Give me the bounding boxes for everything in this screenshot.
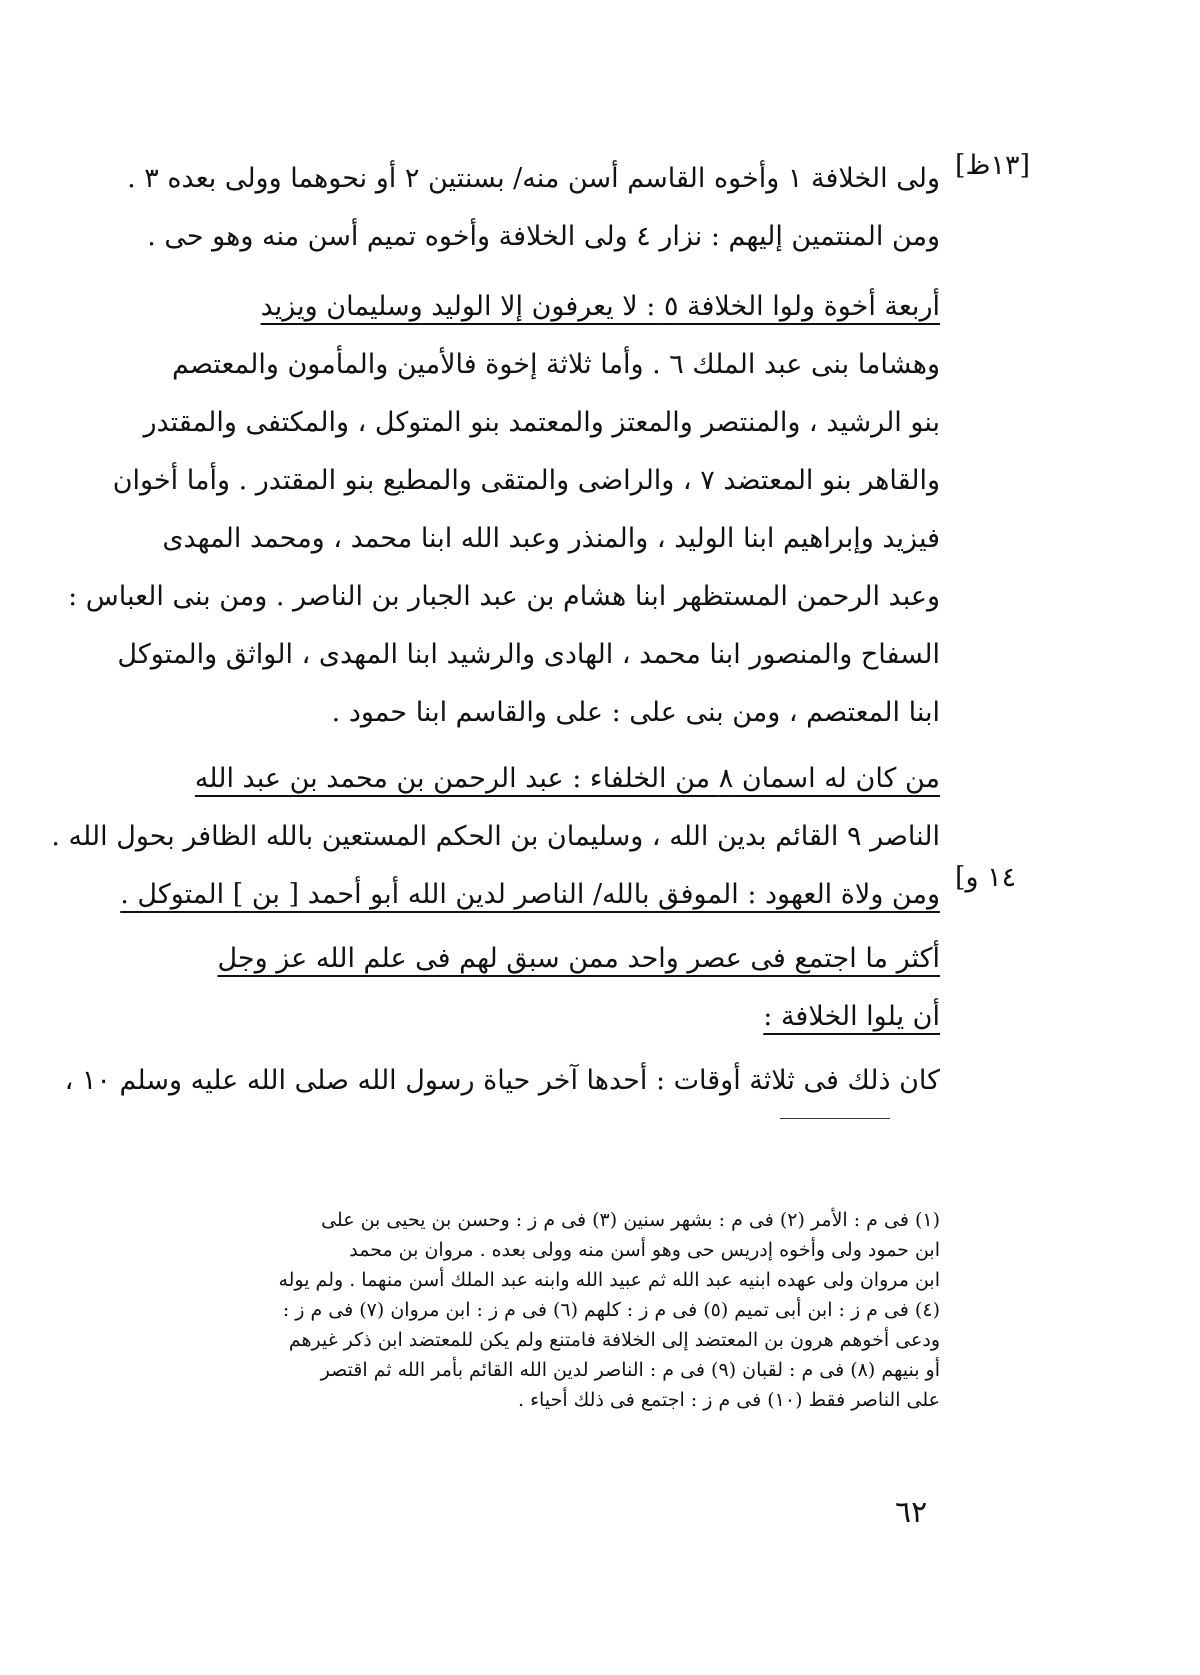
text-line: السفاح والمنصور ابنا محمد ، الهادى والرشيد ابنا المهدى ، الواثق والمتوكل (117, 639, 940, 670)
text-line: والقاهر بنو المعتضد ٧ ، والراضى والمتقى والمطيع بنو المقتدر . وأما أخوان (112, 465, 940, 496)
footnote-line: ودعى أخوهم هرون بن المعتضد إلى الخلافة فامتنع ولم يكن للمعتضد ابن ذكر غيرهم (288, 1329, 940, 1351)
section-heading-line: أربعة أخوة ولوا الخلافة ٥ : لا يعرفون إلا الوليد وسليمان ويزيد (260, 291, 940, 322)
section-heading-line: أكثر ما اجتمع فى عصر واحد ممن سبق لهم فى علم الله عز وجل (217, 943, 940, 974)
section-most-at-once (195, 930, 940, 1046)
footnote-separator (780, 1118, 890, 1119)
section-two-names (51, 750, 940, 924)
section-heading-line: ومن ولاة العهود : الموفق بالله/ الناصر لدين الله أبو أحمد [ بن ] المتوكل . (120, 879, 940, 910)
section-four-brothers (68, 278, 940, 742)
paragraph-three-times (64, 1052, 940, 1110)
footnote-line: ابن حمود ولى وأخوه إدريس حى وهو أسن منه وولى بعده . مروان بن محمد (349, 1239, 940, 1261)
text-line: وهشاما بنى عبد الملك ٦ . وأما ثلاثة إخوة فالأمين والمأمون والمعتصم (171, 349, 940, 380)
footnotes (185, 1205, 940, 1415)
text-line: ولى الخلافة ١ وأخوه القاسم أسن منه/ بسنتين ٢ أو نحوهما وولى بعده ٣ . (127, 163, 940, 194)
section-heading-line: أن يلوا الخلافة : (763, 1001, 940, 1032)
text-line: ابنا المعتصم ، ومن بنى على : على والقاسم ابنا حمود . (331, 697, 940, 728)
text-line: بنو الرشيد ، والمنتصر والمعتز والمعتمد بنو المتوكل ، والمكتفى والمقتدر (143, 407, 940, 438)
footnote-line: (٤) فى م ز : ابن أبى تميم (٥) فى م ز : كلهم (٦) فى م ز : ابن مروان (٧) فى م ز : (282, 1299, 940, 1321)
footnote-line: على الناصر فقط (١٠) فى م ز : اجتمع فى ذلك أحياء . (518, 1389, 940, 1411)
text-line: فيزيد وإبراهيم ابنا الوليد ، والمنذر وعبد الله ابنا محمد ، ومحمد المهدى (162, 523, 940, 554)
section-heading-line: من كان له اسمان ٨ من الخلفاء : عبد الرحمن بن محمد بن عبد الله (194, 763, 940, 794)
footnote-line: أو بنيهم (٨) فى م : لقبان (٩) فى م : الناصر لدين الله القائم بأمر الله ثم اقتصر (320, 1359, 940, 1381)
text-line: كان ذلك فى ثلاثة أوقات : أحدها آخر حياة رسول الله صلى الله عليه وسلم ١٠ ، (64, 1065, 940, 1096)
text-line: ومن المنتمين إليهم : نزار ٤ ولى الخلافة وأخوه تميم أسن منه وهو حى . (147, 221, 940, 252)
footnote-line: (١) فى م : الأمر (٢) فى م : بشهر سنين (٣) فى م ز : وحسن بن يحيى بن على (321, 1209, 940, 1231)
page-number: ٦٢ (895, 1495, 928, 1530)
margin-marker-folio-13: [١٣ظ] (955, 150, 1031, 181)
margin-marker-folio-14: ١٤ و] (955, 862, 1017, 893)
text-line: الناصر ٩ القائم بدين الله ، وسليمان بن الحكم المستعين بالله الظافر بحول الله . (51, 821, 940, 852)
text-line: وعبد الرحمن المستظهر ابنا هشام بن عبد الجبار بن الناصر . ومن بنى العباس : (68, 581, 940, 612)
footnote-line: ابن مروان ولى عهده ابنيه عبد الله ثم عبيد الله وابنه عبد الملك أسن منهما . ولم يوله (278, 1269, 940, 1291)
paragraph-continuation (127, 150, 940, 266)
main-text (51, 150, 940, 1110)
